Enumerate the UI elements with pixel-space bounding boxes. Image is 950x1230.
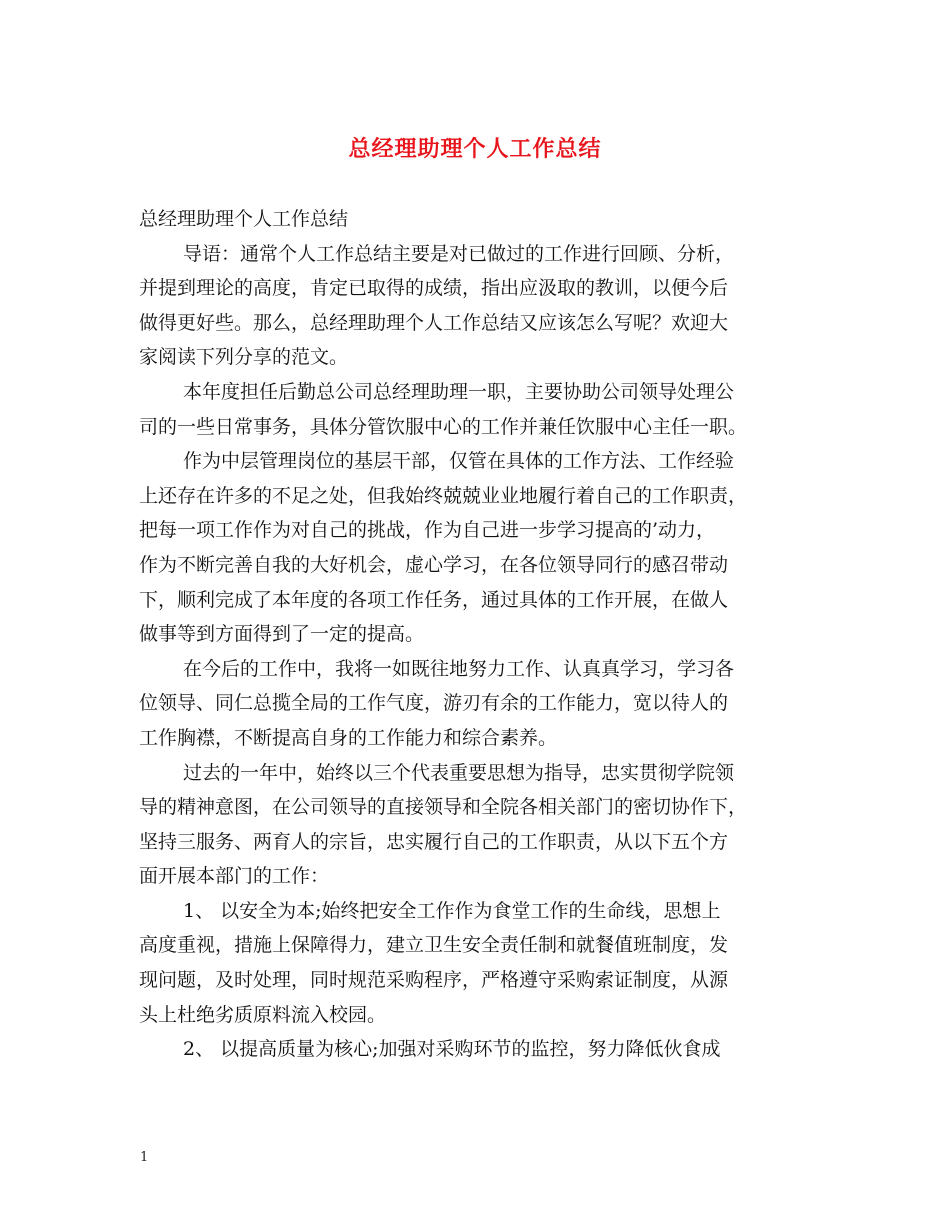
body-line: 头上杜绝劣质原料流入校园。 (139, 1003, 387, 1026)
body-line: 总经理助理个人工作总结 (139, 208, 349, 230)
body-line: 并提到理论的高度，肯定已取得的成绩，指出应汲取的教训，以便今后 (139, 277, 729, 300)
body-line: 本年度担任后勤总公司总经理助理一职，主要协助公司领导处理公 (183, 380, 735, 403)
document-title: 总经理助理个人工作总结 (348, 137, 602, 162)
body-line: 坚持三服务、两育人的宗旨，忠实履行自己的工作职责，从以下五个方 (139, 830, 729, 853)
body-line: 面开展本部门的工作： (139, 865, 330, 888)
body-line: 过去的一年中，始终以三个代表重要思想为指导，忠实贯彻学院领 (183, 761, 735, 784)
body-line: 把每一项工作作为对自己的挑战，作为自己进一步学习提高的’动力， (139, 519, 716, 542)
body-line: 导的精神意图，在公司领导的直接领导和全院各相关部门的密切协作下， (139, 796, 748, 819)
body-line: 工作胸襟，不断提高自身的工作能力和综合素养。 (139, 726, 558, 749)
page-number: 1 (140, 1150, 149, 1165)
body-line: 做得更好些。那么，总经理助理个人工作总结又应该怎么写呢？欢迎大 (139, 311, 729, 334)
body-line: 在今后的工作中，我将一如既往地努力工作、认真真学习，学习各 (183, 657, 735, 680)
body-line: 司的一些日常事务，具体分管饮服中心的工作并兼任饮服中心主任一职。 (139, 415, 748, 438)
body-line: 位领导、同仁总揽全局的工作气度，游刃有余的工作能力，宽以待人的 (139, 692, 729, 715)
body-line: 上还存在许多的不足之处，但我始终兢兢业业地履行着自己的工作职责， (139, 484, 748, 507)
body-line: 导语：通常个人工作总结主要是对已做过的工作进行回顾、分析， (183, 242, 735, 265)
body-line: 家阅读下列分享的范文。 (139, 346, 349, 369)
body-line: 作为中层管理岗位的基层干部，仅管在具体的工作方法、工作经验 (183, 450, 735, 473)
body-line: 作为不断完善自我的大好机会，虚心学习，在各位领导同行的感召带动 (139, 553, 729, 576)
body-line: 现问题，及时处理，同时规范采购程序，严格遵守采购索证制度，从源 (139, 969, 729, 992)
body-line: 高度重视，措施上保障得力，建立卫生安全责任制和就餐值班制度，发 (139, 934, 729, 957)
document-body (139, 202, 814, 1067)
body-line: 做事等到方面得到了一定的提高。 (139, 623, 425, 646)
body-line: 下，顺利完成了本年度的各项工作任务，通过具体的工作开展，在做人 (139, 588, 729, 611)
body-line: 1、 以安全为本;始终把安全工作作为食堂工作的生命线，思想上 (183, 899, 721, 922)
body-line: 2、 以提高质量为核心;加强对采购环节的监控，努力降低伙食成 (183, 1038, 721, 1061)
